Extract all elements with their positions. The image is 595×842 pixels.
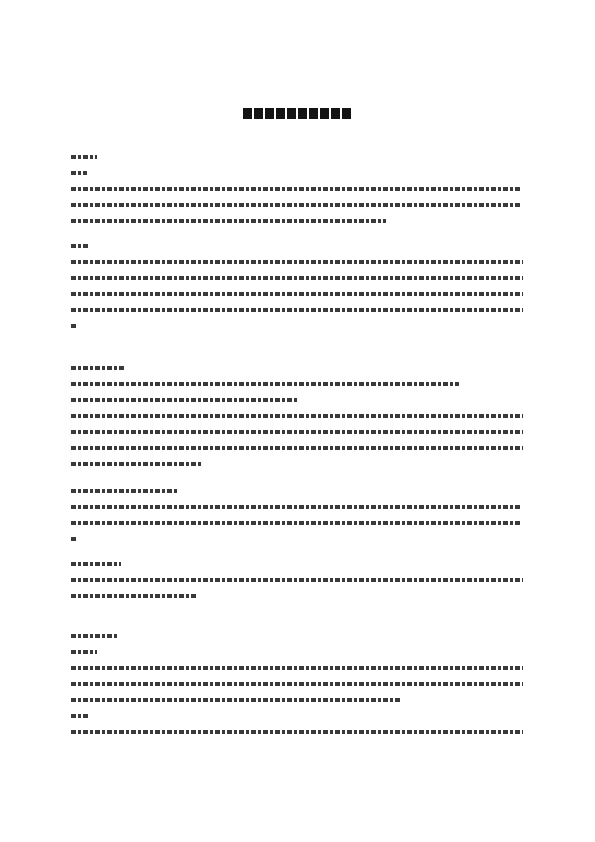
section-heading: [71, 155, 97, 161]
subheading: [71, 398, 297, 402]
paragraph-line: [71, 505, 521, 509]
paragraph-line: [71, 187, 521, 191]
paragraph-line: [71, 666, 523, 670]
section-heading: [71, 562, 121, 568]
section-heading: [71, 366, 126, 372]
section-4: [71, 562, 526, 610]
subheading: [71, 244, 89, 250]
document-title: [0, 108, 595, 122]
paragraph-line: [71, 382, 459, 386]
paragraph-line: [71, 219, 386, 223]
section-heading: [71, 489, 179, 495]
paragraph-line: [71, 462, 203, 466]
paragraph-line: [71, 594, 196, 598]
paragraph-line: [71, 292, 523, 296]
paragraph-line: [71, 578, 523, 582]
section-1b: [71, 244, 526, 340]
subheading: [71, 650, 97, 656]
paragraph-line: [71, 521, 521, 525]
paragraph-line: [71, 430, 523, 434]
paragraph-line: [71, 698, 401, 702]
subheading: [71, 714, 89, 720]
paragraph-line: [71, 682, 523, 686]
subheading: [71, 171, 87, 177]
paragraph-line: [71, 276, 523, 280]
section-5: [71, 634, 526, 746]
paragraph-line: [71, 537, 77, 541]
paragraph-line: [71, 414, 523, 418]
title-text-shape: [243, 108, 353, 119]
section-3: [71, 489, 526, 553]
section-heading: [71, 634, 117, 640]
section-1: [71, 155, 526, 235]
paragraph-line: [71, 730, 523, 734]
paragraph-line: [71, 324, 77, 328]
paragraph-line: [71, 308, 523, 312]
section-2: [71, 366, 526, 478]
paragraph-line: [71, 203, 521, 207]
paragraph-line: [71, 260, 523, 264]
paragraph-line: [71, 446, 523, 450]
